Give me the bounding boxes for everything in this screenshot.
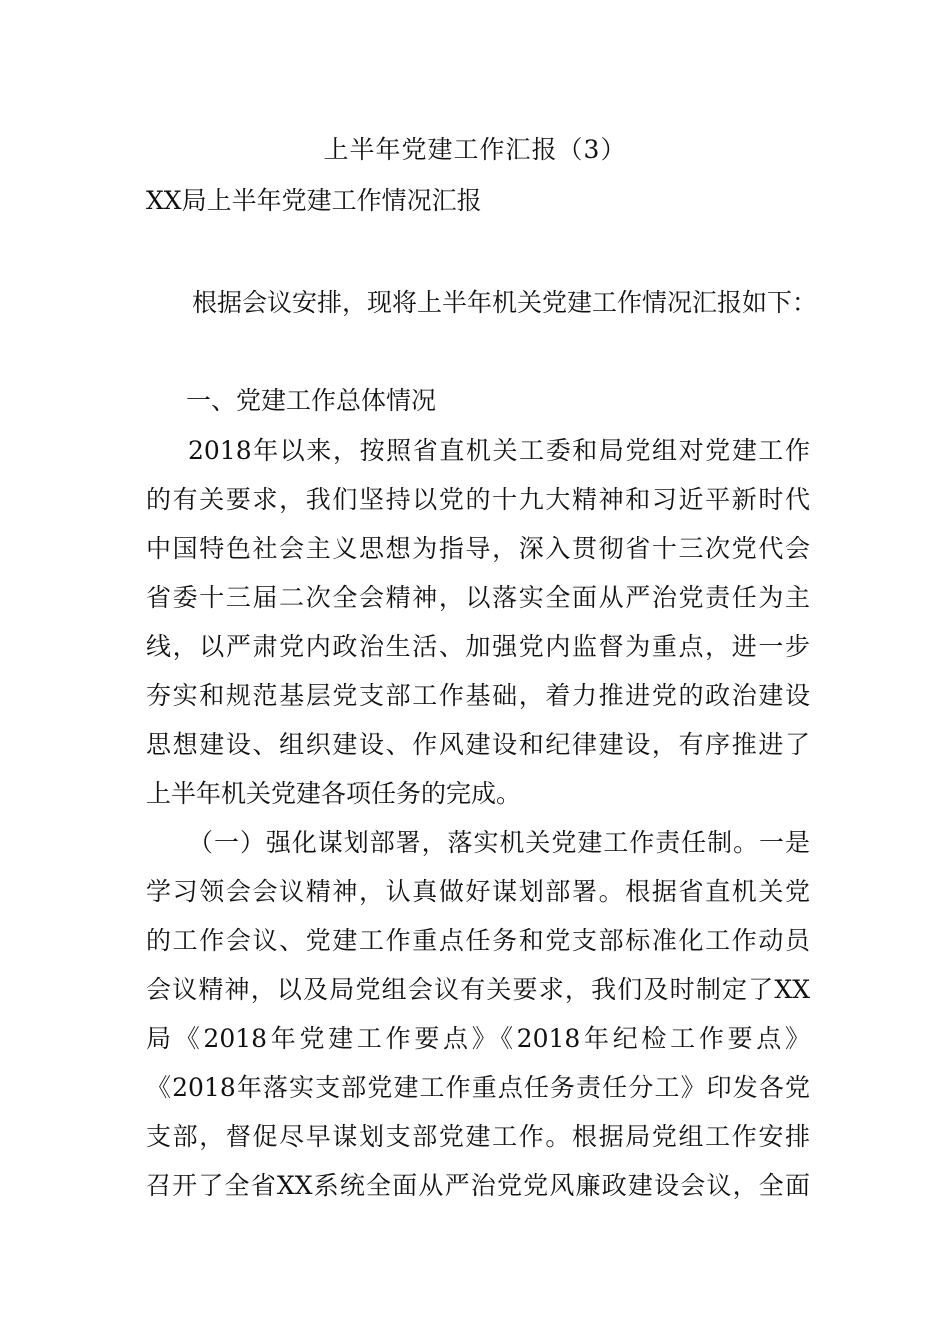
paragraph-line: 中国特色社会主义思想为指导，深入贯彻省十三次党代会 xyxy=(146,534,810,563)
paragraph-line: 省委十三届二次全会精神，以落实全面从严治党责任为主 xyxy=(146,583,810,612)
paragraph-line: 《2018年落实支部党建工作重点任务责任分工》印发各党 xyxy=(146,1073,810,1102)
section-heading-1: 一、党建工作总体情况 xyxy=(186,386,437,415)
paragraph-line: 思想建设、组织建设、作风建设和纪律建设，有序推进了 xyxy=(146,730,810,759)
paragraph-line: 支部，督促尽早谋划支部党建工作。根据局党组工作安排 xyxy=(146,1122,810,1151)
paragraph-overall-situation xyxy=(146,426,810,818)
document-subtitle: XX局上半年党建工作情况汇报 xyxy=(146,186,482,215)
paragraph-line: 线，以严肃党内政治生活、加强党内监督为重点，进一步 xyxy=(146,632,810,661)
paragraph-line: 局《2018年党建工作要点》《2018年纪检工作要点》 xyxy=(146,1024,810,1053)
paragraph-line: 的工作会议、党建工作重点任务和党支部标准化工作动员 xyxy=(146,926,810,955)
paragraph-line: 召开了全省XX系统全面从严治党党风廉政建设会议，全面 xyxy=(146,1171,810,1200)
paragraph-line: 2018年以来，按照省直机关工委和局党组对党建工作 xyxy=(188,436,810,465)
document-title: 上半年党建工作汇报（3） xyxy=(323,135,627,164)
paragraph-planning-deployment xyxy=(146,818,810,1210)
paragraph-line: 上半年机关党建各项任务的完成。 xyxy=(146,779,522,808)
paragraph-line: 学习领会会议精神，认真做好谋划部署。根据省直机关党 xyxy=(146,877,810,906)
paragraph-line: （一）强化谋划部署，落实机关党建工作责任制。一是 xyxy=(188,828,810,857)
intro-paragraph: 根据会议安排，现将上半年机关党建工作情况汇报如下： xyxy=(192,288,818,317)
paragraph-line: 的有关要求，我们坚持以党的十九大精神和习近平新时代 xyxy=(146,485,810,514)
paragraph-line: 会议精神，以及局党组会议有关要求，我们及时制定了XX xyxy=(146,975,810,1004)
paragraph-line: 夯实和规范基层党支部工作基础，着力推进党的政治建设 xyxy=(146,681,810,710)
